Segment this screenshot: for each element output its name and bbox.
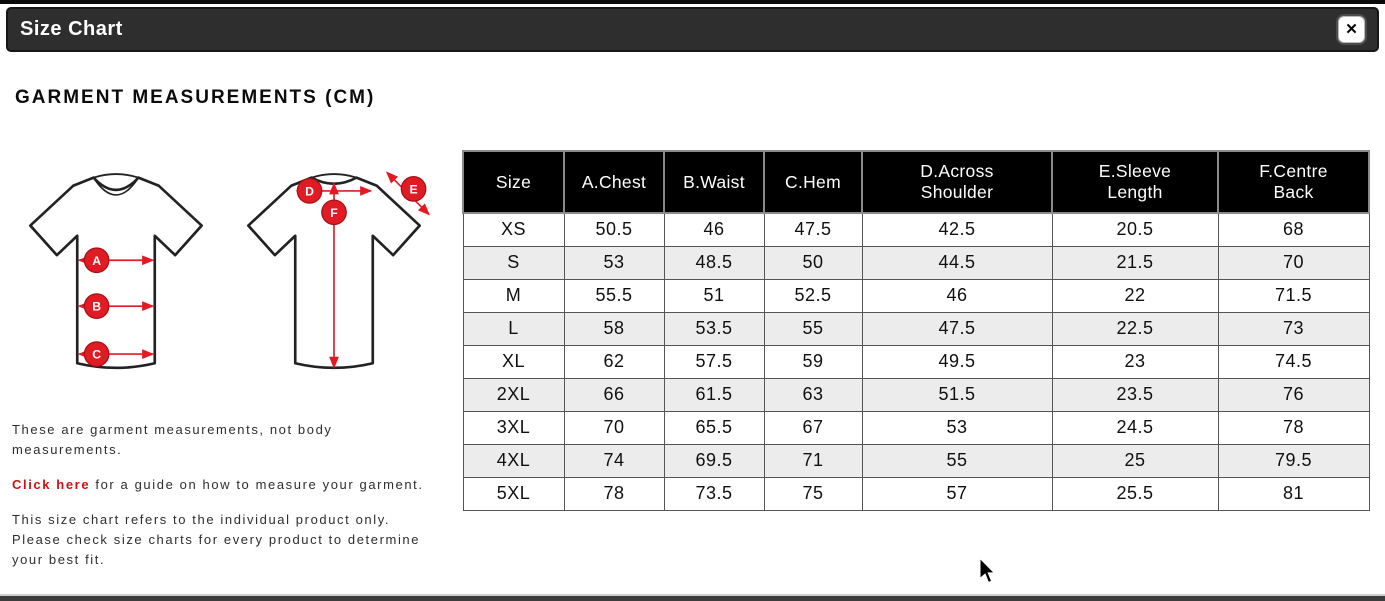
mouse-cursor xyxy=(976,558,998,584)
value-cell: 71 xyxy=(764,444,862,477)
size-cell: 3XL xyxy=(463,411,564,444)
top-edge-bar xyxy=(0,0,1385,4)
table-row xyxy=(463,246,1369,279)
badge-e xyxy=(401,177,425,201)
value-cell: 51 xyxy=(664,279,764,312)
value-cell: 46 xyxy=(664,213,764,246)
value-cell: 22 xyxy=(1052,279,1218,312)
modal-header xyxy=(6,7,1379,52)
size-chart-table xyxy=(462,150,1370,511)
value-cell: 73 xyxy=(1218,312,1369,345)
value-cell: 53 xyxy=(564,246,664,279)
column-header: F.Centre Back xyxy=(1218,151,1369,213)
value-cell: 21.5 xyxy=(1052,246,1218,279)
value-cell: 50 xyxy=(764,246,862,279)
page-title: GARMENT MEASUREMENTS (CM) xyxy=(15,87,376,108)
size-cell: XS xyxy=(463,213,564,246)
value-cell: 25 xyxy=(1052,444,1218,477)
garment-diagrams xyxy=(14,158,436,388)
value-cell: 55.5 xyxy=(564,279,664,312)
table-row xyxy=(463,213,1369,246)
badge-c xyxy=(84,342,108,366)
value-cell: 25.5 xyxy=(1052,477,1218,510)
value-cell: 57 xyxy=(862,477,1052,510)
value-cell: 53 xyxy=(862,411,1052,444)
svg-text:B: B xyxy=(92,299,102,314)
value-cell: 74.5 xyxy=(1218,345,1369,378)
value-cell: 53.5 xyxy=(664,312,764,345)
value-cell: 44.5 xyxy=(862,246,1052,279)
svg-text:F: F xyxy=(330,205,338,220)
note-garment-vs-body: These are garment measurements, not body measurements. xyxy=(12,422,333,457)
table-row xyxy=(463,477,1369,510)
note-individual-product: This size chart refers to the individual product only. Please check size charts for every product to determine your best fit. xyxy=(12,512,421,567)
size-cell: L xyxy=(463,312,564,345)
collar-top-line xyxy=(312,174,357,178)
modal-title: Size Chart xyxy=(20,18,123,40)
size-cell: 4XL xyxy=(463,444,564,477)
value-cell: 63 xyxy=(764,378,862,411)
value-cell: 46 xyxy=(862,279,1052,312)
value-cell: 55 xyxy=(862,444,1052,477)
badge-b xyxy=(84,294,108,318)
size-cell: S xyxy=(463,246,564,279)
click-here-link[interactable]: Click here xyxy=(12,477,91,492)
value-cell: 55 xyxy=(764,312,862,345)
table-row xyxy=(463,411,1369,444)
table-row xyxy=(463,345,1369,378)
size-cell: 5XL xyxy=(463,477,564,510)
collar-back-line xyxy=(94,174,139,178)
value-cell: 22.5 xyxy=(1052,312,1218,345)
column-header: B.Waist xyxy=(664,151,764,213)
value-cell: 48.5 xyxy=(664,246,764,279)
badge-a xyxy=(84,248,108,272)
tshirt-front-outline xyxy=(30,178,201,368)
note-measure-guide-rest: for a guide on how to measure your garment. xyxy=(90,477,424,492)
value-cell: 74 xyxy=(564,444,664,477)
value-cell: 52.5 xyxy=(764,279,862,312)
note-measure-guide xyxy=(12,475,442,495)
svg-text:D: D xyxy=(305,184,314,199)
value-cell: 59 xyxy=(764,345,862,378)
table-row xyxy=(463,312,1369,345)
value-cell: 23.5 xyxy=(1052,378,1218,411)
bottom-edge-bar xyxy=(0,594,1385,601)
tshirt-front-diagram xyxy=(14,158,218,388)
table-row xyxy=(463,279,1369,312)
value-cell: 24.5 xyxy=(1052,411,1218,444)
value-cell: 70 xyxy=(1218,246,1369,279)
value-cell: 78 xyxy=(564,477,664,510)
value-cell: 58 xyxy=(564,312,664,345)
value-cell: 42.5 xyxy=(862,213,1052,246)
value-cell: 47.5 xyxy=(862,312,1052,345)
table-body xyxy=(463,213,1369,510)
value-cell: 73.5 xyxy=(664,477,764,510)
column-header: C.Hem xyxy=(764,151,862,213)
badge-f xyxy=(322,200,346,224)
value-cell: 23 xyxy=(1052,345,1218,378)
close-button[interactable] xyxy=(1338,16,1365,43)
table-row xyxy=(463,444,1369,477)
value-cell: 78 xyxy=(1218,411,1369,444)
value-cell: 67 xyxy=(764,411,862,444)
value-cell: 79.5 xyxy=(1218,444,1369,477)
column-header: D.Across Shoulder xyxy=(862,151,1052,213)
value-cell: 57.5 xyxy=(664,345,764,378)
value-cell: 71.5 xyxy=(1218,279,1369,312)
value-cell: 70 xyxy=(564,411,664,444)
value-cell: 20.5 xyxy=(1052,213,1218,246)
table-header-row xyxy=(463,151,1369,213)
column-header: A.Chest xyxy=(564,151,664,213)
value-cell: 51.5 xyxy=(862,378,1052,411)
value-cell: 50.5 xyxy=(564,213,664,246)
notes-block xyxy=(12,420,442,585)
svg-text:C: C xyxy=(92,347,102,362)
value-cell: 68 xyxy=(1218,213,1369,246)
svg-text:A: A xyxy=(92,253,102,268)
value-cell: 69.5 xyxy=(664,444,764,477)
size-cell: XL xyxy=(463,345,564,378)
table-row xyxy=(463,378,1369,411)
value-cell: 61.5 xyxy=(664,378,764,411)
value-cell: 62 xyxy=(564,345,664,378)
size-cell: 2XL xyxy=(463,378,564,411)
value-cell: 75 xyxy=(764,477,862,510)
column-header: E.Sleeve Length xyxy=(1052,151,1218,213)
tshirt-back-diagram xyxy=(232,158,436,388)
value-cell: 65.5 xyxy=(664,411,764,444)
value-cell: 81 xyxy=(1218,477,1369,510)
value-cell: 49.5 xyxy=(862,345,1052,378)
value-cell: 47.5 xyxy=(764,213,862,246)
column-header: Size xyxy=(463,151,564,213)
close-icon: ✕ xyxy=(1345,21,1358,38)
badge-d xyxy=(297,179,321,203)
value-cell: 66 xyxy=(564,378,664,411)
value-cell: 76 xyxy=(1218,378,1369,411)
size-cell: M xyxy=(463,279,564,312)
svg-text:E: E xyxy=(409,182,418,197)
